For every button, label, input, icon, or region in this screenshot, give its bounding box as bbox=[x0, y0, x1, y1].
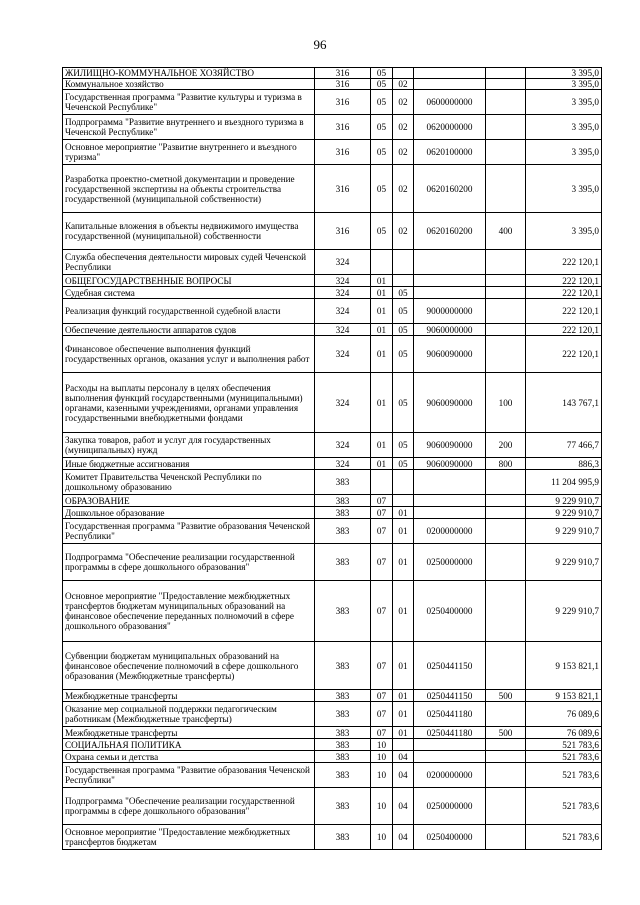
admin-code-cell: 324 bbox=[315, 250, 371, 275]
expense-type-cell: 800 bbox=[486, 458, 526, 470]
section-code-cell: 07 bbox=[371, 727, 393, 739]
subsection-code-cell: 04 bbox=[393, 825, 414, 850]
table-row bbox=[63, 336, 602, 373]
item-name-cell: Межбюджетные трансферты bbox=[63, 727, 315, 739]
admin-code-cell: 383 bbox=[315, 544, 371, 581]
subsection-code-cell bbox=[393, 470, 414, 495]
target-article-cell bbox=[414, 287, 486, 299]
table-row bbox=[63, 495, 602, 507]
item-name-cell: Подпрограмма "Обеспечение реализации государственной программы в сфере дошкольного образования" bbox=[63, 788, 315, 825]
table-row bbox=[63, 739, 602, 751]
admin-code-cell: 316 bbox=[315, 165, 371, 213]
table-row bbox=[63, 299, 602, 324]
section-code-cell: 01 bbox=[371, 373, 393, 433]
amount-cell: 222 120,1 bbox=[526, 324, 602, 336]
amount-cell: 3 395,0 bbox=[526, 140, 602, 165]
subsection-code-cell: 05 bbox=[393, 336, 414, 373]
item-name-cell: Комитет Правительства Чеченской Республики по дошкольному образованию bbox=[63, 470, 315, 495]
item-name-cell: ОБЩЕГОСУДАРСТВЕННЫЕ ВОПРОСЫ bbox=[63, 275, 315, 287]
amount-cell: 9 229 910,7 bbox=[526, 581, 602, 642]
section-code-cell: 10 bbox=[371, 763, 393, 788]
table-row bbox=[63, 68, 602, 79]
amount-cell: 3 395,0 bbox=[526, 90, 602, 115]
item-name-cell: Основное мероприятие "Развитие внутреннего и въездного туризма" bbox=[63, 140, 315, 165]
target-article-cell: 0620160200 bbox=[414, 213, 486, 250]
amount-cell: 222 120,1 bbox=[526, 250, 602, 275]
table-row bbox=[63, 275, 602, 287]
item-name-cell: Охрана семьи и детства bbox=[63, 751, 315, 763]
table-row bbox=[63, 90, 602, 115]
table-row bbox=[63, 140, 602, 165]
amount-cell: 9 229 910,7 bbox=[526, 507, 602, 519]
item-name-cell: ЖИЛИЩНО-КОММУНАЛЬНОЕ ХОЗЯЙСТВО bbox=[63, 68, 315, 79]
admin-code-cell: 383 bbox=[315, 519, 371, 544]
section-code-cell: 01 bbox=[371, 458, 393, 470]
subsection-code-cell: 01 bbox=[393, 544, 414, 581]
item-name-cell: Разработка проектно-сметной документации и проведение государственной экспертизы на объекты строительства государственной (муниципальной собственности) bbox=[63, 165, 315, 213]
target-article-cell: 0250441150 bbox=[414, 642, 486, 690]
subsection-code-cell bbox=[393, 275, 414, 287]
admin-code-cell: 383 bbox=[315, 702, 371, 727]
target-article-cell bbox=[414, 470, 486, 495]
target-article-cell: 0200000000 bbox=[414, 763, 486, 788]
target-article-cell: 9060090000 bbox=[414, 373, 486, 433]
amount-cell: 77 466,7 bbox=[526, 433, 602, 458]
section-code-cell bbox=[371, 250, 393, 275]
subsection-code-cell: 01 bbox=[393, 702, 414, 727]
section-code-cell: 01 bbox=[371, 433, 393, 458]
subsection-code-cell: 04 bbox=[393, 751, 414, 763]
table-row bbox=[63, 433, 602, 458]
target-article-cell: 0200000000 bbox=[414, 519, 486, 544]
subsection-code-cell: 05 bbox=[393, 324, 414, 336]
section-code-cell: 07 bbox=[371, 581, 393, 642]
amount-cell: 3 395,0 bbox=[526, 115, 602, 140]
budget-table bbox=[62, 67, 602, 850]
target-article-cell bbox=[414, 739, 486, 751]
item-name-cell: Подпрограмма "Обеспечение реализации государственной программы в сфере дошкольного образования" bbox=[63, 544, 315, 581]
target-article-cell: 0620100000 bbox=[414, 140, 486, 165]
subsection-code-cell: 05 bbox=[393, 458, 414, 470]
subsection-code-cell: 01 bbox=[393, 507, 414, 519]
amount-cell: 222 120,1 bbox=[526, 336, 602, 373]
page-number: 96 bbox=[313, 37, 327, 52]
admin-code-cell: 383 bbox=[315, 739, 371, 751]
amount-cell: 521 783,6 bbox=[526, 739, 602, 751]
target-article-cell bbox=[414, 507, 486, 519]
subsection-code-cell: 05 bbox=[393, 299, 414, 324]
admin-code-cell: 383 bbox=[315, 788, 371, 825]
table-row bbox=[63, 581, 602, 642]
admin-code-cell: 383 bbox=[315, 507, 371, 519]
amount-cell: 222 120,1 bbox=[526, 299, 602, 324]
amount-cell: 222 120,1 bbox=[526, 275, 602, 287]
expense-type-cell bbox=[486, 739, 526, 751]
target-article-cell: 9060090000 bbox=[414, 458, 486, 470]
item-name-cell: Судебная система bbox=[63, 287, 315, 299]
subsection-code-cell: 01 bbox=[393, 690, 414, 702]
expense-type-cell: 500 bbox=[486, 727, 526, 739]
admin-code-cell: 324 bbox=[315, 336, 371, 373]
expense-type-cell bbox=[486, 287, 526, 299]
amount-cell: 222 120,1 bbox=[526, 287, 602, 299]
section-code-cell: 07 bbox=[371, 690, 393, 702]
admin-code-cell: 324 bbox=[315, 373, 371, 433]
section-code-cell: 07 bbox=[371, 642, 393, 690]
expense-type-cell bbox=[486, 507, 526, 519]
subsection-code-cell: 05 bbox=[393, 373, 414, 433]
expense-type-cell bbox=[486, 79, 526, 90]
item-name-cell: СОЦИАЛЬНАЯ ПОЛИТИКА bbox=[63, 739, 315, 751]
section-code-cell: 01 bbox=[371, 287, 393, 299]
admin-code-cell: 383 bbox=[315, 690, 371, 702]
amount-cell: 11 204 995,9 bbox=[526, 470, 602, 495]
item-name-cell: Финансовое обеспечение выполнения функций государственных органов, оказания услуг и выполнения работ bbox=[63, 336, 315, 373]
section-code-cell: 05 bbox=[371, 68, 393, 79]
subsection-code-cell bbox=[393, 68, 414, 79]
table-row bbox=[63, 115, 602, 140]
expense-type-cell: 500 bbox=[486, 690, 526, 702]
target-article-cell: 9000000000 bbox=[414, 299, 486, 324]
expense-type-cell bbox=[486, 68, 526, 79]
target-article-cell bbox=[414, 275, 486, 287]
amount-cell: 3 395,0 bbox=[526, 213, 602, 250]
amount-cell: 521 783,6 bbox=[526, 751, 602, 763]
expense-type-cell bbox=[486, 702, 526, 727]
expense-type-cell bbox=[486, 115, 526, 140]
admin-code-cell: 383 bbox=[315, 495, 371, 507]
target-article-cell: 0250441180 bbox=[414, 727, 486, 739]
item-name-cell: ОБРАЗОВАНИЕ bbox=[63, 495, 315, 507]
expense-type-cell bbox=[486, 250, 526, 275]
amount-cell: 9 153 821,1 bbox=[526, 642, 602, 690]
amount-cell: 9 229 910,7 bbox=[526, 495, 602, 507]
expense-type-cell bbox=[486, 90, 526, 115]
table-row bbox=[63, 763, 602, 788]
subsection-code-cell: 01 bbox=[393, 519, 414, 544]
expense-type-cell bbox=[486, 544, 526, 581]
amount-cell: 76 089,6 bbox=[526, 702, 602, 727]
table-row bbox=[63, 519, 602, 544]
target-article-cell bbox=[414, 751, 486, 763]
item-name-cell: Государственная программа "Развитие культуры и туризма в Чеченской Республике" bbox=[63, 90, 315, 115]
table-row bbox=[63, 324, 602, 336]
expense-type-cell bbox=[486, 470, 526, 495]
target-article-cell bbox=[414, 68, 486, 79]
item-name-cell: Иные бюджетные ассигнования bbox=[63, 458, 315, 470]
section-code-cell: 10 bbox=[371, 825, 393, 850]
admin-code-cell: 316 bbox=[315, 90, 371, 115]
table-row bbox=[63, 507, 602, 519]
subsection-code-cell bbox=[393, 250, 414, 275]
amount-cell: 521 783,6 bbox=[526, 825, 602, 850]
item-name-cell: Служба обеспечения деятельности мировых судей Чеченской Республики bbox=[63, 250, 315, 275]
item-name-cell: Коммунальное хозяйство bbox=[63, 79, 315, 90]
target-article-cell: 9060090000 bbox=[414, 336, 486, 373]
expense-type-cell bbox=[486, 275, 526, 287]
section-code-cell: 07 bbox=[371, 519, 393, 544]
admin-code-cell: 316 bbox=[315, 68, 371, 79]
admin-code-cell: 324 bbox=[315, 299, 371, 324]
table-row bbox=[63, 458, 602, 470]
table-row bbox=[63, 165, 602, 213]
expense-type-cell bbox=[486, 788, 526, 825]
item-name-cell: Субвенции бюджетам муниципальных образований на финансовое обеспечение полномочий в сфере дошкольного образования (Межбюджетные трансферты) bbox=[63, 642, 315, 690]
subsection-code-cell: 01 bbox=[393, 727, 414, 739]
item-name-cell: Расходы на выплаты персоналу в целях обеспечения выполнения функций государственными (муниципальными) органами, казенными учреждениями, органами управления государственными внебюджетными фондами bbox=[63, 373, 315, 433]
expense-type-cell bbox=[486, 324, 526, 336]
section-code-cell: 01 bbox=[371, 299, 393, 324]
admin-code-cell: 383 bbox=[315, 825, 371, 850]
table-row bbox=[63, 751, 602, 763]
target-article-cell: 0250400000 bbox=[414, 581, 486, 642]
item-name-cell: Основное мероприятие "Предоставление межбюджетных трансфертов бюджетам муниципальных образований на финансовое обеспечение переданных полномочий в сфере дошкольного образования" bbox=[63, 581, 315, 642]
table-row bbox=[63, 727, 602, 739]
item-name-cell: Основное мероприятие "Предоставление межбюджетных трансфертов бюджетам bbox=[63, 825, 315, 850]
admin-code-cell: 316 bbox=[315, 115, 371, 140]
section-code-cell: 01 bbox=[371, 336, 393, 373]
subsection-code-cell: 01 bbox=[393, 642, 414, 690]
admin-code-cell: 383 bbox=[315, 763, 371, 788]
admin-code-cell: 316 bbox=[315, 140, 371, 165]
subsection-code-cell: 05 bbox=[393, 433, 414, 458]
table-row bbox=[63, 373, 602, 433]
table-row bbox=[63, 470, 602, 495]
target-article-cell: 0250441180 bbox=[414, 702, 486, 727]
subsection-code-cell bbox=[393, 495, 414, 507]
expense-type-cell bbox=[486, 751, 526, 763]
item-name-cell: Дошкольное образование bbox=[63, 507, 315, 519]
amount-cell: 3 395,0 bbox=[526, 68, 602, 79]
expense-type-cell bbox=[486, 825, 526, 850]
admin-code-cell: 383 bbox=[315, 727, 371, 739]
expense-type-cell bbox=[486, 519, 526, 544]
expense-type-cell: 400 bbox=[486, 213, 526, 250]
item-name-cell: Обеспечение деятельности аппаратов судов bbox=[63, 324, 315, 336]
amount-cell: 3 395,0 bbox=[526, 79, 602, 90]
target-article-cell: 0620000000 bbox=[414, 115, 486, 140]
table-row bbox=[63, 825, 602, 850]
section-code-cell: 07 bbox=[371, 495, 393, 507]
expense-type-cell: 200 bbox=[486, 433, 526, 458]
target-article-cell: 0250000000 bbox=[414, 544, 486, 581]
expense-type-cell bbox=[486, 299, 526, 324]
target-article-cell: 0250400000 bbox=[414, 825, 486, 850]
admin-code-cell: 324 bbox=[315, 275, 371, 287]
amount-cell: 3 395,0 bbox=[526, 165, 602, 213]
section-code-cell: 07 bbox=[371, 507, 393, 519]
table-row bbox=[63, 213, 602, 250]
admin-code-cell: 324 bbox=[315, 433, 371, 458]
expense-type-cell bbox=[486, 336, 526, 373]
amount-cell: 76 089,6 bbox=[526, 727, 602, 739]
section-code-cell: 07 bbox=[371, 544, 393, 581]
expense-type-cell bbox=[486, 763, 526, 788]
target-article-cell: 0250000000 bbox=[414, 788, 486, 825]
expense-type-cell bbox=[486, 581, 526, 642]
subsection-code-cell: 02 bbox=[393, 79, 414, 90]
target-article-cell: 0600000000 bbox=[414, 90, 486, 115]
amount-cell: 521 783,6 bbox=[526, 788, 602, 825]
item-name-cell: Государственная программа "Развитие образования Чеченской Республики" bbox=[63, 519, 315, 544]
subsection-code-cell: 01 bbox=[393, 581, 414, 642]
item-name-cell: Государственная программа "Развитие образования Чеченской Республики" bbox=[63, 763, 315, 788]
subsection-code-cell: 02 bbox=[393, 115, 414, 140]
admin-code-cell: 324 bbox=[315, 458, 371, 470]
subsection-code-cell bbox=[393, 739, 414, 751]
amount-cell: 521 783,6 bbox=[526, 763, 602, 788]
expense-type-cell: 100 bbox=[486, 373, 526, 433]
admin-code-cell: 324 bbox=[315, 324, 371, 336]
table-row bbox=[63, 287, 602, 299]
table-row bbox=[63, 250, 602, 275]
target-article-cell: 9060090000 bbox=[414, 433, 486, 458]
admin-code-cell: 324 bbox=[315, 287, 371, 299]
subsection-code-cell: 04 bbox=[393, 763, 414, 788]
table-row bbox=[63, 79, 602, 90]
amount-cell: 143 767,1 bbox=[526, 373, 602, 433]
admin-code-cell: 383 bbox=[315, 470, 371, 495]
admin-code-cell: 383 bbox=[315, 642, 371, 690]
amount-cell: 9 229 910,7 bbox=[526, 544, 602, 581]
target-article-cell: 0620160200 bbox=[414, 165, 486, 213]
subsection-code-cell: 04 bbox=[393, 788, 414, 825]
admin-code-cell: 383 bbox=[315, 581, 371, 642]
item-name-cell: Закупка товаров, работ и услуг для государственных (муниципальных) нужд bbox=[63, 433, 315, 458]
table-row bbox=[63, 788, 602, 825]
target-article-cell: 0250441150 bbox=[414, 690, 486, 702]
expense-type-cell bbox=[486, 495, 526, 507]
section-code-cell: 05 bbox=[371, 165, 393, 213]
item-name-cell: Подпрограмма "Развитие внутреннего и въездного туризма в Чеченской Республике" bbox=[63, 115, 315, 140]
section-code-cell: 01 bbox=[371, 324, 393, 336]
section-code-cell: 10 bbox=[371, 751, 393, 763]
target-article-cell bbox=[414, 79, 486, 90]
subsection-code-cell: 05 bbox=[393, 287, 414, 299]
admin-code-cell: 316 bbox=[315, 213, 371, 250]
subsection-code-cell: 02 bbox=[393, 90, 414, 115]
item-name-cell: Реализация функций государственной судебной власти bbox=[63, 299, 315, 324]
table-row bbox=[63, 702, 602, 727]
table-row bbox=[63, 690, 602, 702]
table-row bbox=[63, 642, 602, 690]
section-code-cell: 05 bbox=[371, 213, 393, 250]
budget-table-body bbox=[63, 68, 602, 850]
expense-type-cell bbox=[486, 165, 526, 213]
amount-cell: 9 229 910,7 bbox=[526, 519, 602, 544]
target-article-cell bbox=[414, 250, 486, 275]
admin-code-cell: 316 bbox=[315, 79, 371, 90]
expense-type-cell bbox=[486, 140, 526, 165]
item-name-cell: Капитальные вложения в объекты недвижимого имущества государственной (муниципальной) собственности bbox=[63, 213, 315, 250]
section-code-cell: 10 bbox=[371, 788, 393, 825]
section-code-cell: 07 bbox=[371, 702, 393, 727]
section-code-cell: 01 bbox=[371, 275, 393, 287]
section-code-cell: 05 bbox=[371, 90, 393, 115]
subsection-code-cell: 02 bbox=[393, 165, 414, 213]
item-name-cell: Оказание мер социальной поддержки педагогическим работникам (Межбюджетные трансферты) bbox=[63, 702, 315, 727]
section-code-cell bbox=[371, 470, 393, 495]
item-name-cell: Межбюджетные трансферты bbox=[63, 690, 315, 702]
amount-cell: 886,3 bbox=[526, 458, 602, 470]
subsection-code-cell: 02 bbox=[393, 140, 414, 165]
section-code-cell: 05 bbox=[371, 140, 393, 165]
table-row bbox=[63, 544, 602, 581]
expense-type-cell bbox=[486, 642, 526, 690]
subsection-code-cell: 02 bbox=[393, 213, 414, 250]
section-code-cell: 05 bbox=[371, 79, 393, 90]
admin-code-cell: 383 bbox=[315, 751, 371, 763]
section-code-cell: 05 bbox=[371, 115, 393, 140]
target-article-cell: 9060000000 bbox=[414, 324, 486, 336]
section-code-cell: 10 bbox=[371, 739, 393, 751]
target-article-cell bbox=[414, 495, 486, 507]
amount-cell: 9 153 821,1 bbox=[526, 690, 602, 702]
